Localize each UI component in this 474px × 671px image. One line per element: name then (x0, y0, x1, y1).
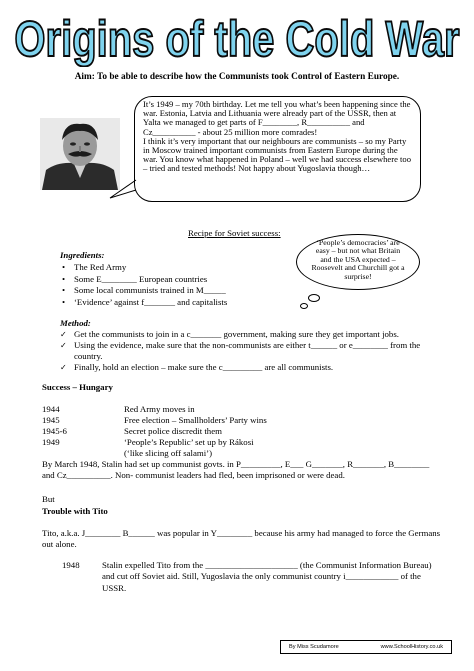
tito-heading: Trouble with Tito (42, 506, 108, 516)
but-text: But (42, 494, 55, 504)
hungary-timeline (42, 404, 267, 459)
timeline-row (42, 448, 267, 459)
timeline-event: ‘People’s Republic’ set up by Rákosi (124, 437, 254, 447)
speech-paragraph: I think it’s very important that our neighbours are communists – so my Party in Moscow trained important communists from Eastern Europe during the war. You know what happened in Poland – well we had success elsewhere too – tried and tested methods! Not happy about Yugoslavia though… (143, 135, 412, 174)
thought-bubble-dot (300, 303, 308, 309)
list-item: • ‘Evidence’ against f_______ and capitalists (60, 297, 227, 309)
ingredients-heading: Ingredients: (60, 250, 105, 260)
speech-paragraph: It’s 1949 – my 70th birthday. Let me tell you what’s been happening since the war. Estonia, Latvia and Lithuania were already part of the USSR, then at Yalta we managed to get parts of F________, R__________ and Cz__________ - about 25 million more comrades! (143, 99, 411, 137)
page-title: Origins of the Cold War (14, 12, 460, 67)
method-heading: Method: (60, 318, 91, 328)
list-item: • Some local communists trained in M_____ (60, 285, 227, 297)
tito-text: Tito, a.k.a. J________ B______ was popular in Y________ because his army had managed to force the Germans out alone. (42, 528, 441, 549)
footer-site: www.SchoolHistory.co.uk (380, 644, 443, 650)
timeline-event: Secret police discredit them (124, 426, 222, 436)
list-item: ✓ Get the communists to join in a c_______ government, making sure they get important jobs. (60, 329, 430, 340)
expulsion-year: 1948 (62, 560, 80, 570)
timeline-year (42, 448, 124, 459)
thought-bubble-dot (308, 294, 320, 302)
timeline-year: 1945-6 (42, 426, 67, 436)
timeline-row (42, 426, 267, 437)
aim-statement: Aim: To be able to describe how the Communists took Control of Eastern Europe. (74, 72, 400, 82)
list-item: • The Red Army (60, 262, 227, 274)
timeline-row (42, 437, 267, 448)
timeline-year: 1944 (42, 404, 60, 414)
timeline-row (42, 415, 267, 426)
expulsion-text: Stalin expelled Tito from the _____________________ (the Communist Information Bureau) and cut off Soviet aid. Still, Yugoslavia the only communist country i____________ of the USSR. (102, 560, 432, 593)
ingredients-list (60, 262, 227, 308)
speech-bubble (134, 96, 421, 202)
method-list (60, 329, 430, 373)
march-1948-text: By March 1948, Stalin had set up communist govts. in P_________, E___ G_______, R_______, B________ and Cz__________. Non- communist leaders had fled, been imprisoned or were dead. (42, 459, 430, 480)
recipe-title: Recipe for Soviet success: (188, 228, 281, 238)
thought-bubble: ‘People’s democracies’ are easy – but not what Britain and the USA expected – Roosevelt and Churchill got a surprise! (296, 234, 420, 290)
timeline-row (42, 404, 267, 415)
expulsion-entry (62, 560, 434, 594)
list-item: ✓ Finally, hold an election – make sure the c_________ are all communists. (60, 362, 430, 373)
timeline-event: Red Army moves in (124, 404, 195, 414)
timeline-event: Free election – Smallholders’ Party wins (124, 415, 267, 425)
list-item: ✓ Using the evidence, make sure that the non-communists are either t______ or e________ from the country. (60, 340, 430, 362)
list-item: • Some E________ European countries (60, 274, 227, 286)
hungary-heading: Success – Hungary (42, 382, 113, 392)
footer-credit (280, 640, 452, 654)
timeline-year: 1949 (42, 437, 60, 447)
footer-author: By Miss Scudamore (289, 644, 339, 650)
timeline-year: 1945 (42, 415, 60, 425)
timeline-event: (‘like slicing off salami’) (124, 448, 213, 458)
